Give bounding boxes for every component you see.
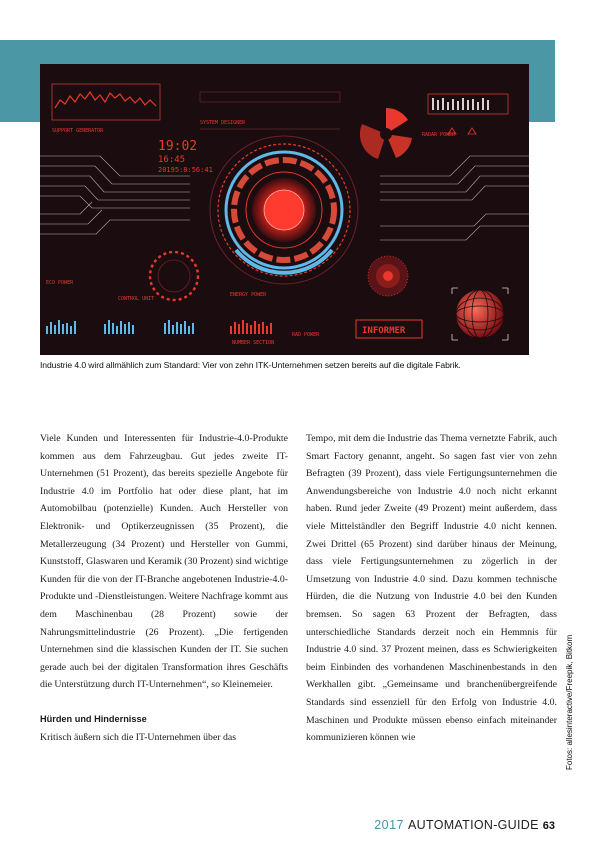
- page-footer: [374, 816, 555, 834]
- body-paragraph: Tempo, mit dem die Industrie das Thema vernetzte Fabrik, auch Smart Factory genannt, angeht. So sagen fast vier von zehn Befragten (39 Prozent), dass viele Fertigungsunternehmen die Anwendungsbereiche von Industrie 4.0 noch nicht erkannt haben. Rund jeder Zweite (49 Prozent) meint außerdem, dass viele Mittelständler den Begriff Industrie 4.0 nicht kennen. Zwei Drittel (65 Prozent) sind darüber hinaus der Meinung, dass viele Fertigungsunternehmen zu zögerlich in der Umsetzung von Industrie 4.0 sind. Dazu kommen technische Hürden, die die Nutzung von Industrie 4.0 bei den Kunden bremsen. So sagen 63 Prozent der Befragten, dass unterschiedliche Standards derzeit noch ein Hemmnis für Industrie 4.0 sind. 37 Prozent meinen, dass es Schwierigkeiten beim Einbinden des vorhandenen Maschinenbestands in den Werkhallen gibt. „Gemeinsame und branchenübergreifende Standards sind essenziell für den Erfolg von Industrie 4.0. Maschinen und Produkte müssen ebenso einfach miteinander kommunizieren können wie: [306, 433, 557, 744]
- hud-illustration: [40, 64, 529, 355]
- footer-year: 2017: [374, 818, 405, 832]
- hud-graphic: [40, 64, 529, 355]
- fig-label-number: NUMBER SECTION: [232, 340, 275, 346]
- footer-publication: AUTOMATION-GUIDE: [408, 818, 539, 832]
- fig-label-rad: RAD POWER: [292, 332, 320, 338]
- fig-informer: INFORMER: [362, 326, 406, 336]
- article-column-right: [306, 430, 557, 747]
- photo-credit: Fotos: allesinteractive/Freepik, Bitkom: [565, 634, 574, 770]
- fig-label-energy: ENERGY POWER: [230, 292, 267, 298]
- article-column-left: [40, 430, 288, 746]
- page-number: 63: [542, 820, 555, 832]
- fig-label-radar: RADAR POWER: [422, 132, 456, 138]
- fig-time-main: 19:02: [158, 139, 198, 154]
- fig-label-control: CONTROL UNIT: [118, 296, 155, 302]
- fig-label-system: SYSTEM DESIGNER: [200, 120, 246, 126]
- section-heading: Hürden und Hindernisse: [40, 713, 147, 724]
- fig-label-eco: ECO POWER: [46, 280, 74, 286]
- body-paragraph: Viele Kunden und Interessenten für Industrie-4.0-Produkte kommen aus dem Fahrzeugbau. Gut jedes zweite IT-Unternehmen (51 Prozent), das bereits spezielle Angebote für Industrie 4.0 im Portfolio hat oder diese plant, hat im Automobilbau (potenzielle) Kunden. Auch Hersteller von Elektronik- und Optikerzeugnissen (35 Prozent), die Metallerzeugung (34 Prozent) und Hersteller von Gummi, Kunststoff, Glaswaren und Keramik (30 Prozent) sind wichtige Kunden für die von der IT-Branche angebotenen Industrie-4.0-Produkte und -Dienstleistungen. Weitere Nachfrage kommt aus dem Maschinenbau (28 Prozent) sowie der Nahrungsmittelindustrie (26 Prozent). „Die fertigenden Unternehmen sind die klassischen Kunden der IT. Sie suchen gerade auch bei der digitalen Transformation ihres Geschäfts die Unterstützung durch IT-Unternehmen“, so Kleinemeier.: [40, 433, 288, 691]
- fig-label-support: SUPPORT GENERATOR: [52, 128, 104, 134]
- fig-time-sub: 16:45: [158, 155, 186, 165]
- figure-caption: Industrie 4.0 wird allmählich zum Standard: Vier von zehn ITK-Unternehmen setzen bereits auf die digitale Fabrik.: [40, 360, 461, 370]
- fig-timestamp: 20195:8:56:41: [158, 166, 213, 174]
- body-paragraph: Kritisch äußern sich die IT-Unternehmen über das: [40, 731, 237, 743]
